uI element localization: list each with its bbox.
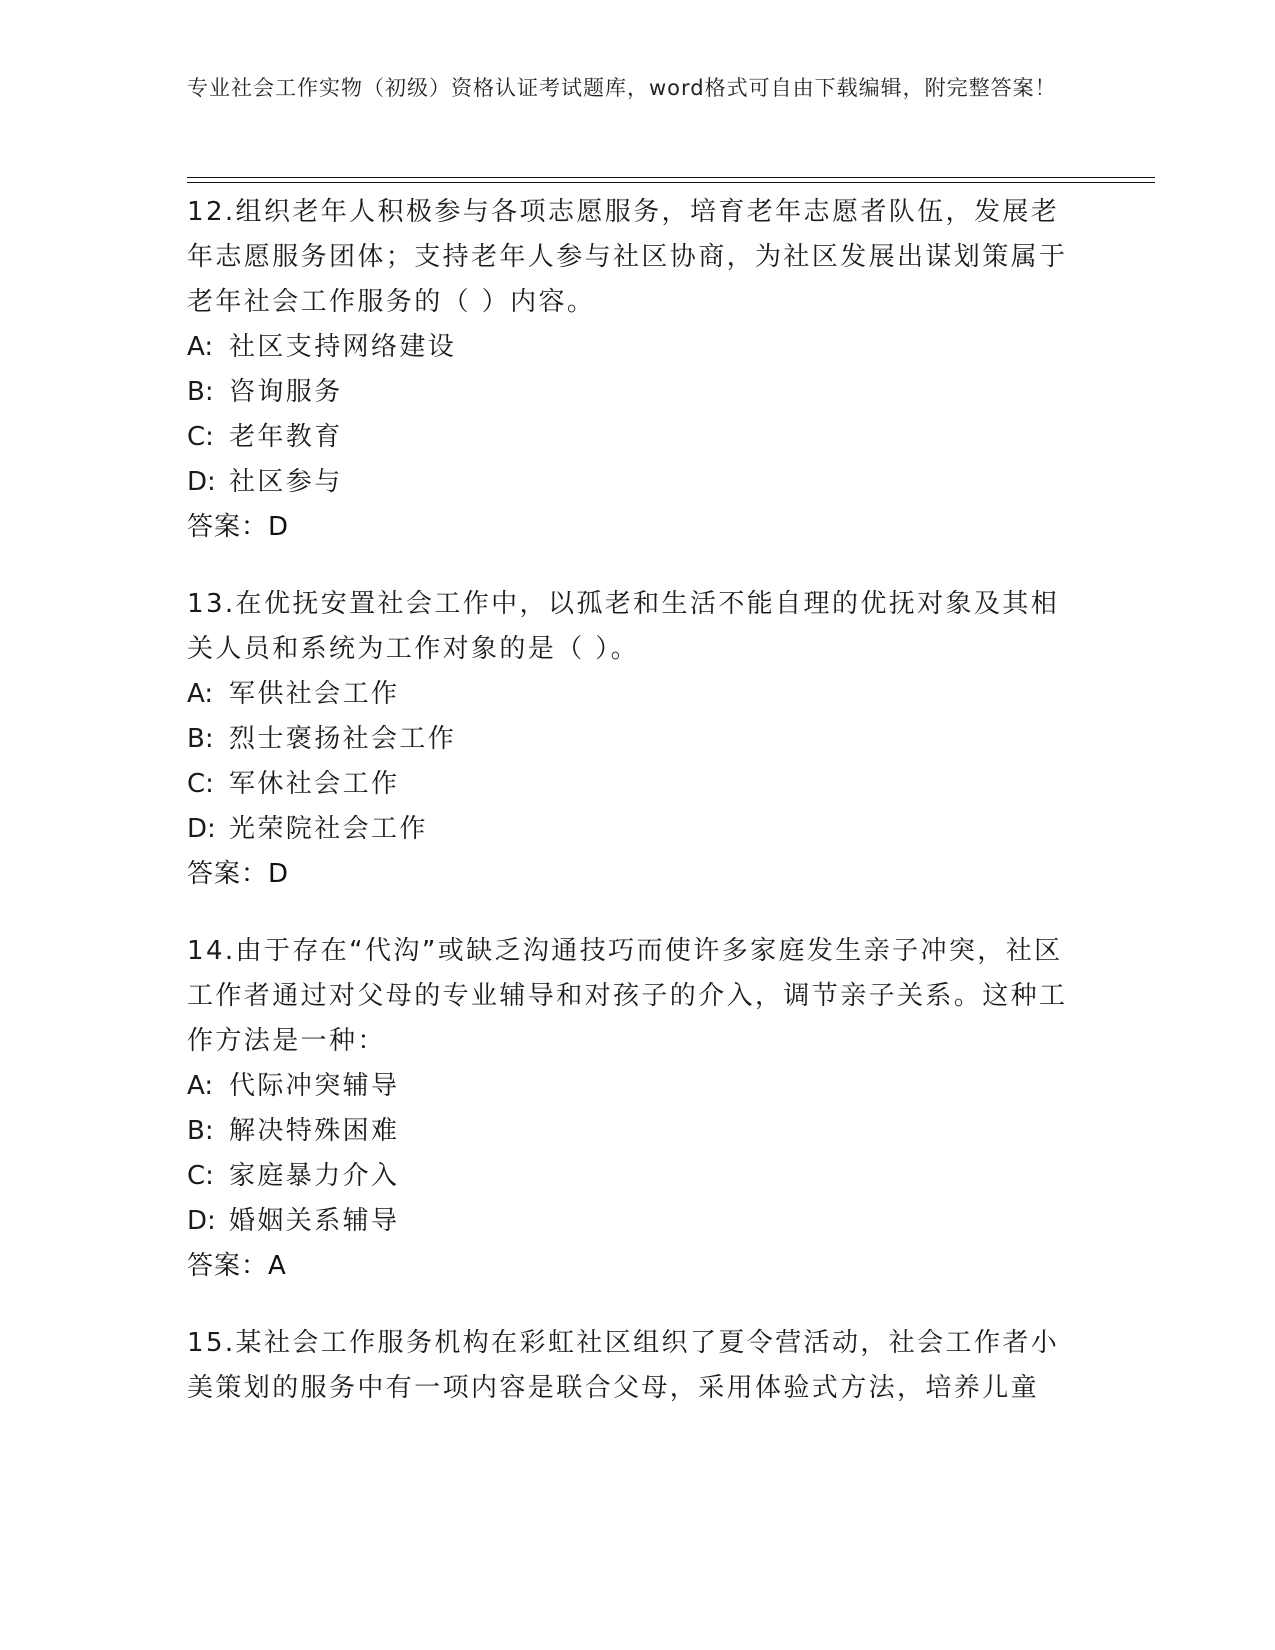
question-stem: 13.在优抚安置社会工作中，以孤老和生活不能自理的优抚对象及其相关人员和系统为工作对象的是（ ）。 <box>187 589 1060 664</box>
option-key: A: <box>187 1071 214 1101</box>
option-d <box>187 807 1077 852</box>
option-b <box>187 370 1077 415</box>
answer-line: 答案：D <box>187 512 290 542</box>
option-text: 家庭暴力介入 <box>229 1161 400 1191</box>
option-key: D: <box>187 467 216 497</box>
option-c <box>187 762 1077 807</box>
option-b <box>187 1109 1077 1154</box>
option-text: 光荣院社会工作 <box>229 814 428 844</box>
header-rule-bottom <box>187 182 1155 183</box>
question-15 <box>187 1321 1077 1411</box>
question-stem: 12.组织老年人积极参与各项志愿服务，培育老年志愿者队伍，发展老年志愿服务团体；支持老年人参与社区协商，为社区发展出谋划策属于老年社会工作服务的（ ）内容。 <box>187 197 1068 317</box>
question-list <box>187 190 1077 1443</box>
option-key: C: <box>187 1161 214 1191</box>
option-key: C: <box>187 769 214 799</box>
option-key: B: <box>187 1116 214 1146</box>
question-13 <box>187 582 1077 897</box>
option-key: A: <box>187 679 214 709</box>
answer-line: 答案：A <box>187 1251 287 1281</box>
option-text: 婚姻关系辅导 <box>229 1206 400 1236</box>
option-key: B: <box>187 724 214 754</box>
page-header: 专业社会工作实物（初级）资格认证考试题库，word格式可自由下载编辑，附完整答案！ <box>187 76 1057 100</box>
question-14 <box>187 929 1077 1289</box>
option-text: 军休社会工作 <box>229 769 400 799</box>
option-a <box>187 672 1077 717</box>
option-b <box>187 717 1077 762</box>
option-d <box>187 460 1077 505</box>
option-text: 代际冲突辅导 <box>229 1071 400 1101</box>
option-key: D: <box>187 814 216 844</box>
option-text: 社区参与 <box>229 467 343 497</box>
option-a <box>187 325 1077 370</box>
answer-line: 答案：D <box>187 859 290 889</box>
option-a <box>187 1064 1077 1109</box>
option-key: B: <box>187 377 214 407</box>
option-c <box>187 415 1077 460</box>
option-key: C: <box>187 422 214 452</box>
option-text: 解决特殊困难 <box>229 1116 400 1146</box>
question-12 <box>187 190 1077 550</box>
question-stem: 15.某社会工作服务机构在彩虹社区组织了夏令营活动，社会工作者小美策划的服务中有一项内容是联合父母，采用体验式方法，培养儿童 <box>187 1328 1060 1403</box>
question-stem: 14.由于存在“代沟”或缺乏沟通技巧而使许多家庭发生亲子冲突，社区工作者通过对父母的专业辅导和对孩子的介入，调节亲子关系。这种工作方法是一种： <box>187 936 1068 1056</box>
header-rule-top <box>187 177 1155 178</box>
option-text: 烈士褒扬社会工作 <box>229 724 457 754</box>
option-text: 咨询服务 <box>229 377 343 407</box>
option-c <box>187 1154 1077 1199</box>
option-key: A: <box>187 332 214 362</box>
option-key: D: <box>187 1206 216 1236</box>
option-text: 社区支持网络建设 <box>229 332 457 362</box>
option-d <box>187 1199 1077 1244</box>
option-text: 军供社会工作 <box>229 679 400 709</box>
option-text: 老年教育 <box>229 422 343 452</box>
